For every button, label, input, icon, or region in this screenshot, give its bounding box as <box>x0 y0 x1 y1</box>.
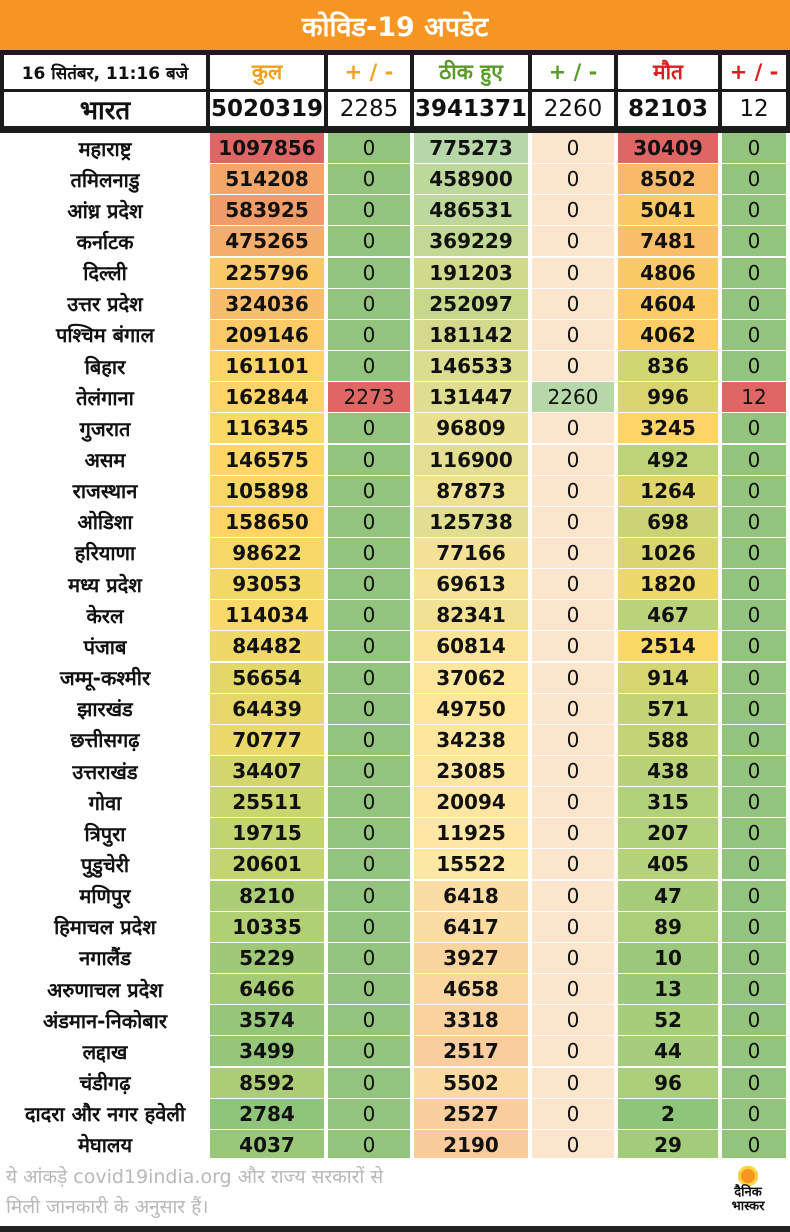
cell-total-delta: 0 <box>328 974 410 1004</box>
table-row <box>0 226 790 257</box>
cell-recovered-delta: 0 <box>532 943 614 973</box>
table-row <box>0 663 790 694</box>
cell-total-delta: 0 <box>328 1099 410 1129</box>
cell-recovered-delta: 0 <box>532 476 614 506</box>
table-row <box>0 258 790 289</box>
cell-total: 475265 <box>210 226 324 256</box>
cell-name: आंध्र प्रदेश <box>4 195 206 225</box>
table-row <box>0 1036 790 1067</box>
cell-recovered-delta: 0 <box>532 164 614 194</box>
column-header-total: कुल <box>210 55 324 89</box>
cell-recovered-delta: 0 <box>532 600 614 630</box>
cell-deaths-delta: 0 <box>722 507 786 537</box>
table-row <box>0 818 790 849</box>
cell-deaths: 8502 <box>618 164 718 194</box>
cell-name: त्रिपुरा <box>4 818 206 848</box>
cell-deaths: 698 <box>618 507 718 537</box>
cell-recovered: 96809 <box>414 413 528 443</box>
cell-name: पुडुचेरी <box>4 849 206 879</box>
cell-total: 105898 <box>210 476 324 506</box>
cell-recovered-delta: 0 <box>532 1099 614 1129</box>
cell-deaths: 13 <box>618 974 718 1004</box>
cell-deaths: 467 <box>618 600 718 630</box>
cell-name: मणिपुर <box>4 881 206 911</box>
totals-deaths: 82103 <box>618 92 718 126</box>
cell-total: 20601 <box>210 849 324 879</box>
table-row <box>0 881 790 912</box>
cell-deaths-delta: 0 <box>722 631 786 661</box>
cell-recovered-delta: 0 <box>532 1068 614 1098</box>
cell-total-delta: 0 <box>328 1130 410 1160</box>
table-row <box>0 974 790 1005</box>
table-row <box>0 1130 790 1161</box>
cell-deaths-delta: 0 <box>722 881 786 911</box>
cell-deaths: 438 <box>618 756 718 786</box>
cell-total: 8210 <box>210 881 324 911</box>
cell-deaths: 52 <box>618 1005 718 1035</box>
table-row <box>0 631 790 662</box>
cell-total-delta: 0 <box>328 849 410 879</box>
cell-recovered: 486531 <box>414 195 528 225</box>
logo-text-2: भास्कर <box>731 1199 765 1214</box>
cell-name: हरियाणा <box>4 538 206 568</box>
cell-total-delta: 0 <box>328 195 410 225</box>
cell-recovered-delta: 0 <box>532 787 614 817</box>
cell-deaths-delta: 0 <box>722 320 786 350</box>
cell-recovered-delta: 0 <box>532 538 614 568</box>
totals-total-delta: 2285 <box>328 92 410 126</box>
cell-recovered-delta: 0 <box>532 756 614 786</box>
cell-total-delta: 0 <box>328 756 410 786</box>
cell-name: मध्य प्रदेश <box>4 569 206 599</box>
cell-total: 209146 <box>210 320 324 350</box>
cell-recovered-delta: 0 <box>532 351 614 381</box>
cell-total: 162844 <box>210 382 324 412</box>
cell-deaths-delta: 0 <box>722 974 786 1004</box>
table-row <box>0 351 790 382</box>
cell-total: 64439 <box>210 694 324 724</box>
cell-recovered-delta: 0 <box>532 1036 614 1066</box>
cell-total: 3574 <box>210 1005 324 1035</box>
table-row <box>0 476 790 507</box>
table-row <box>0 382 790 413</box>
cell-total: 19715 <box>210 818 324 848</box>
cell-deaths-delta: 0 <box>722 1068 786 1098</box>
cell-name: लद्दाख <box>4 1036 206 1066</box>
cell-recovered-delta: 0 <box>532 258 614 288</box>
cell-recovered-delta: 0 <box>532 226 614 256</box>
cell-name: पंजाब <box>4 631 206 661</box>
cell-name: असम <box>4 445 206 475</box>
cell-name: दिल्ली <box>4 258 206 288</box>
cell-deaths: 492 <box>618 445 718 475</box>
cell-total-delta: 0 <box>328 1068 410 1098</box>
cell-total: 1097856 <box>210 133 324 163</box>
cell-name: दादरा और नगर हवेली <box>4 1099 206 1129</box>
table-row <box>0 787 790 818</box>
cell-total-delta: 0 <box>328 694 410 724</box>
cell-recovered-delta: 0 <box>532 507 614 537</box>
cell-recovered-delta: 0 <box>532 663 614 693</box>
table-row <box>0 289 790 320</box>
cell-total-delta: 0 <box>328 1036 410 1066</box>
cell-total: 146575 <box>210 445 324 475</box>
cell-total: 116345 <box>210 413 324 443</box>
cell-name: गुजरात <box>4 413 206 443</box>
cell-total-delta: 0 <box>328 351 410 381</box>
cell-total-delta: 0 <box>328 538 410 568</box>
cell-deaths: 47 <box>618 881 718 911</box>
cell-deaths: 315 <box>618 787 718 817</box>
table-row <box>0 943 790 974</box>
cell-name: जम्मू-कश्मीर <box>4 663 206 693</box>
cell-total-delta: 0 <box>328 912 410 942</box>
cell-recovered: 116900 <box>414 445 528 475</box>
cell-total: 56654 <box>210 663 324 693</box>
cell-deaths: 4806 <box>618 258 718 288</box>
cell-recovered: 2517 <box>414 1036 528 1066</box>
cell-name: चंडीगढ़ <box>4 1068 206 1098</box>
table-row <box>0 538 790 569</box>
cell-total-delta: 0 <box>328 258 410 288</box>
cell-deaths-delta: 0 <box>722 289 786 319</box>
cell-total: 158650 <box>210 507 324 537</box>
cell-deaths: 207 <box>618 818 718 848</box>
table-row <box>0 445 790 476</box>
table-row <box>0 1005 790 1036</box>
cell-name: उत्तर प्रदेश <box>4 289 206 319</box>
cell-recovered: 77166 <box>414 538 528 568</box>
cell-recovered: 2527 <box>414 1099 528 1129</box>
table-row <box>0 849 790 880</box>
cell-total: 225796 <box>210 258 324 288</box>
cell-total: 324036 <box>210 289 324 319</box>
cell-deaths-delta: 0 <box>722 445 786 475</box>
cell-deaths-delta: 0 <box>722 258 786 288</box>
cell-total: 25511 <box>210 787 324 817</box>
cell-total: 8592 <box>210 1068 324 1098</box>
cell-deaths-delta: 0 <box>722 1130 786 1160</box>
column-header-deaths: मौत <box>618 55 718 89</box>
table-row <box>0 756 790 787</box>
cell-recovered: 87873 <box>414 476 528 506</box>
cell-total-delta: 0 <box>328 133 410 163</box>
table-row <box>0 1099 790 1130</box>
cell-total: 98622 <box>210 538 324 568</box>
cell-name: तेलंगाना <box>4 382 206 412</box>
cell-recovered-delta: 0 <box>532 569 614 599</box>
cell-total-delta: 0 <box>328 881 410 911</box>
cell-total-delta: 0 <box>328 476 410 506</box>
cell-name: झारखंड <box>4 694 206 724</box>
cell-recovered: 191203 <box>414 258 528 288</box>
source-note-line-1: ये आंकड़े covid19india.org और राज्य सरकारों से <box>6 1166 384 1188</box>
cell-recovered-delta: 0 <box>532 1130 614 1160</box>
cell-deaths: 30409 <box>618 133 718 163</box>
cell-deaths: 2514 <box>618 631 718 661</box>
cell-recovered-delta: 0 <box>532 413 614 443</box>
cell-deaths-delta: 0 <box>722 351 786 381</box>
cell-name: उत्तराखंड <box>4 756 206 786</box>
cell-total-delta: 0 <box>328 631 410 661</box>
cell-deaths: 914 <box>618 663 718 693</box>
cell-deaths: 2 <box>618 1099 718 1129</box>
cell-total: 84482 <box>210 631 324 661</box>
cell-recovered: 60814 <box>414 631 528 661</box>
cell-deaths-delta: 0 <box>722 1036 786 1066</box>
cell-deaths: 29 <box>618 1130 718 1160</box>
cell-total: 583925 <box>210 195 324 225</box>
cell-deaths: 10 <box>618 943 718 973</box>
sun-icon <box>738 1166 758 1186</box>
cell-total: 5229 <box>210 943 324 973</box>
cell-recovered: 6418 <box>414 881 528 911</box>
cell-recovered: 23085 <box>414 756 528 786</box>
cell-deaths-delta: 0 <box>722 849 786 879</box>
cell-recovered-delta: 0 <box>532 320 614 350</box>
cell-recovered-delta: 0 <box>532 725 614 755</box>
cell-deaths-delta: 0 <box>722 133 786 163</box>
cell-recovered-delta: 0 <box>532 881 614 911</box>
cell-deaths-delta: 0 <box>722 818 786 848</box>
totals-recovered-delta: 2260 <box>532 92 614 126</box>
cell-recovered-delta: 2260 <box>532 382 614 412</box>
table-row <box>0 912 790 943</box>
cell-deaths-delta: 0 <box>722 538 786 568</box>
cell-total-delta: 0 <box>328 569 410 599</box>
cell-total: 4037 <box>210 1130 324 1160</box>
cell-deaths-delta: 0 <box>722 787 786 817</box>
cell-recovered: 3318 <box>414 1005 528 1035</box>
cell-recovered: 34238 <box>414 725 528 755</box>
cell-name: ओडिशा <box>4 507 206 537</box>
cell-total-delta: 0 <box>328 725 410 755</box>
cell-recovered: 146533 <box>414 351 528 381</box>
cell-recovered: 20094 <box>414 787 528 817</box>
cell-deaths-delta: 0 <box>722 164 786 194</box>
cell-recovered: 15522 <box>414 849 528 879</box>
cell-deaths: 588 <box>618 725 718 755</box>
cell-deaths: 44 <box>618 1036 718 1066</box>
cell-deaths-delta: 0 <box>722 413 786 443</box>
cell-recovered: 3927 <box>414 943 528 973</box>
cell-recovered: 458900 <box>414 164 528 194</box>
cell-total-delta: 0 <box>328 663 410 693</box>
cell-name: केरल <box>4 600 206 630</box>
cell-total: 6466 <box>210 974 324 1004</box>
cell-deaths-delta: 0 <box>722 1005 786 1035</box>
cell-recovered-delta: 0 <box>532 289 614 319</box>
cell-total: 93053 <box>210 569 324 599</box>
cell-total: 2784 <box>210 1099 324 1129</box>
table-row <box>0 725 790 756</box>
source-note <box>6 1162 476 1222</box>
cell-deaths: 836 <box>618 351 718 381</box>
cell-deaths-delta: 0 <box>722 756 786 786</box>
table-row <box>0 694 790 725</box>
column-header-deaths-delta: + / - <box>722 55 786 89</box>
cell-deaths-delta: 0 <box>722 195 786 225</box>
table-row <box>0 600 790 631</box>
cell-deaths-delta: 0 <box>722 725 786 755</box>
cell-recovered-delta: 0 <box>532 631 614 661</box>
table-row <box>0 320 790 351</box>
column-header-total-delta: + / - <box>328 55 410 89</box>
cell-name: महाराष्ट्र <box>4 133 206 163</box>
cell-name: अंडमान-निकोबार <box>4 1005 206 1035</box>
cell-total-delta: 0 <box>328 226 410 256</box>
cell-deaths: 996 <box>618 382 718 412</box>
cell-total-delta: 0 <box>328 943 410 973</box>
dainik-bhaskar-logo <box>716 1166 780 1216</box>
source-note-line-2: मिली जानकारी के अनुसार हैं। <box>6 1196 209 1218</box>
cell-deaths-delta: 0 <box>722 476 786 506</box>
cell-total-delta: 0 <box>328 413 410 443</box>
cell-deaths-delta: 0 <box>722 226 786 256</box>
cell-name: कर्नाटक <box>4 226 206 256</box>
cell-deaths: 1264 <box>618 476 718 506</box>
cell-name: बिहार <box>4 351 206 381</box>
cell-recovered: 252097 <box>414 289 528 319</box>
cell-recovered: 69613 <box>414 569 528 599</box>
cell-total-delta: 0 <box>328 289 410 319</box>
cell-recovered: 37062 <box>414 663 528 693</box>
cell-name: तमिलनाडु <box>4 164 206 194</box>
cell-total: 3499 <box>210 1036 324 1066</box>
cell-total: 161101 <box>210 351 324 381</box>
cell-recovered-delta: 0 <box>532 818 614 848</box>
cell-name: छत्तीसगढ़ <box>4 725 206 755</box>
cell-total-delta: 0 <box>328 600 410 630</box>
cell-recovered: 369229 <box>414 226 528 256</box>
cell-name: अरुणाचल प्रदेश <box>4 974 206 1004</box>
cell-deaths-delta: 0 <box>722 600 786 630</box>
table-row <box>0 569 790 600</box>
cell-recovered: 125738 <box>414 507 528 537</box>
cell-deaths-delta: 0 <box>722 912 786 942</box>
cell-deaths: 4604 <box>618 289 718 319</box>
cell-deaths: 1026 <box>618 538 718 568</box>
cell-total: 34407 <box>210 756 324 786</box>
column-header-recovered-delta: + / - <box>532 55 614 89</box>
cell-name: हिमाचल प्रदेश <box>4 912 206 942</box>
page-title: कोविड-19 अपडेट <box>0 0 790 50</box>
cell-total-delta: 0 <box>328 445 410 475</box>
cell-total-delta: 2273 <box>328 382 410 412</box>
cell-deaths: 405 <box>618 849 718 879</box>
cell-total: 514208 <box>210 164 324 194</box>
cell-deaths: 571 <box>618 694 718 724</box>
cell-recovered: 181142 <box>414 320 528 350</box>
cell-recovered-delta: 0 <box>532 1005 614 1035</box>
cell-recovered-delta: 0 <box>532 974 614 1004</box>
cell-total-delta: 0 <box>328 787 410 817</box>
timestamp: 16 सितंबर, 11:16 बजे <box>4 55 206 89</box>
cell-recovered: 6417 <box>414 912 528 942</box>
cell-recovered-delta: 0 <box>532 912 614 942</box>
totals-recovered: 3941371 <box>414 92 528 126</box>
footer <box>0 1158 790 1232</box>
cell-deaths-delta: 0 <box>722 694 786 724</box>
cell-recovered: 131447 <box>414 382 528 412</box>
table-row <box>0 133 790 164</box>
cell-name: नगालैंड <box>4 943 206 973</box>
table-row <box>0 507 790 538</box>
cell-name: मेघालय <box>4 1130 206 1160</box>
cell-recovered-delta: 0 <box>532 445 614 475</box>
cell-total-delta: 0 <box>328 320 410 350</box>
cell-name: पश्चिम बंगाल <box>4 320 206 350</box>
table-row <box>0 195 790 226</box>
cell-recovered: 775273 <box>414 133 528 163</box>
cell-deaths: 4062 <box>618 320 718 350</box>
cell-deaths-delta: 0 <box>722 1099 786 1129</box>
cell-deaths-delta: 0 <box>722 569 786 599</box>
cell-total: 70777 <box>210 725 324 755</box>
cell-recovered: 82341 <box>414 600 528 630</box>
cell-deaths: 5041 <box>618 195 718 225</box>
cell-deaths: 3245 <box>618 413 718 443</box>
totals-total: 5020319 <box>210 92 324 126</box>
cell-recovered-delta: 0 <box>532 195 614 225</box>
cell-recovered: 5502 <box>414 1068 528 1098</box>
cell-total-delta: 0 <box>328 1005 410 1035</box>
cell-recovered-delta: 0 <box>532 133 614 163</box>
cell-total-delta: 0 <box>328 818 410 848</box>
cell-recovered: 49750 <box>414 694 528 724</box>
cell-recovered: 2190 <box>414 1130 528 1160</box>
logo-text-1: दैनिक <box>734 1185 762 1200</box>
cell-total-delta: 0 <box>328 507 410 537</box>
cell-name: राजस्थान <box>4 476 206 506</box>
cell-deaths: 7481 <box>618 226 718 256</box>
totals-name: भारत <box>4 92 206 126</box>
cell-deaths-delta: 0 <box>722 663 786 693</box>
cell-total: 114034 <box>210 600 324 630</box>
cell-recovered-delta: 0 <box>532 694 614 724</box>
cell-deaths: 89 <box>618 912 718 942</box>
cell-total-delta: 0 <box>328 164 410 194</box>
cell-recovered: 11925 <box>414 818 528 848</box>
cell-deaths: 96 <box>618 1068 718 1098</box>
column-header-recovered: ठीक हुए <box>414 55 528 89</box>
cell-deaths-delta: 0 <box>722 943 786 973</box>
table-row <box>0 164 790 195</box>
cell-recovered: 4658 <box>414 974 528 1004</box>
bottom-rule <box>0 1226 790 1232</box>
cell-name: गोवा <box>4 787 206 817</box>
cell-deaths-delta: 12 <box>722 382 786 412</box>
cell-total: 10335 <box>210 912 324 942</box>
table-row <box>0 1068 790 1099</box>
totals-deaths-delta: 12 <box>722 92 786 126</box>
table-row <box>0 413 790 444</box>
cell-deaths: 1820 <box>618 569 718 599</box>
cell-recovered-delta: 0 <box>532 849 614 879</box>
